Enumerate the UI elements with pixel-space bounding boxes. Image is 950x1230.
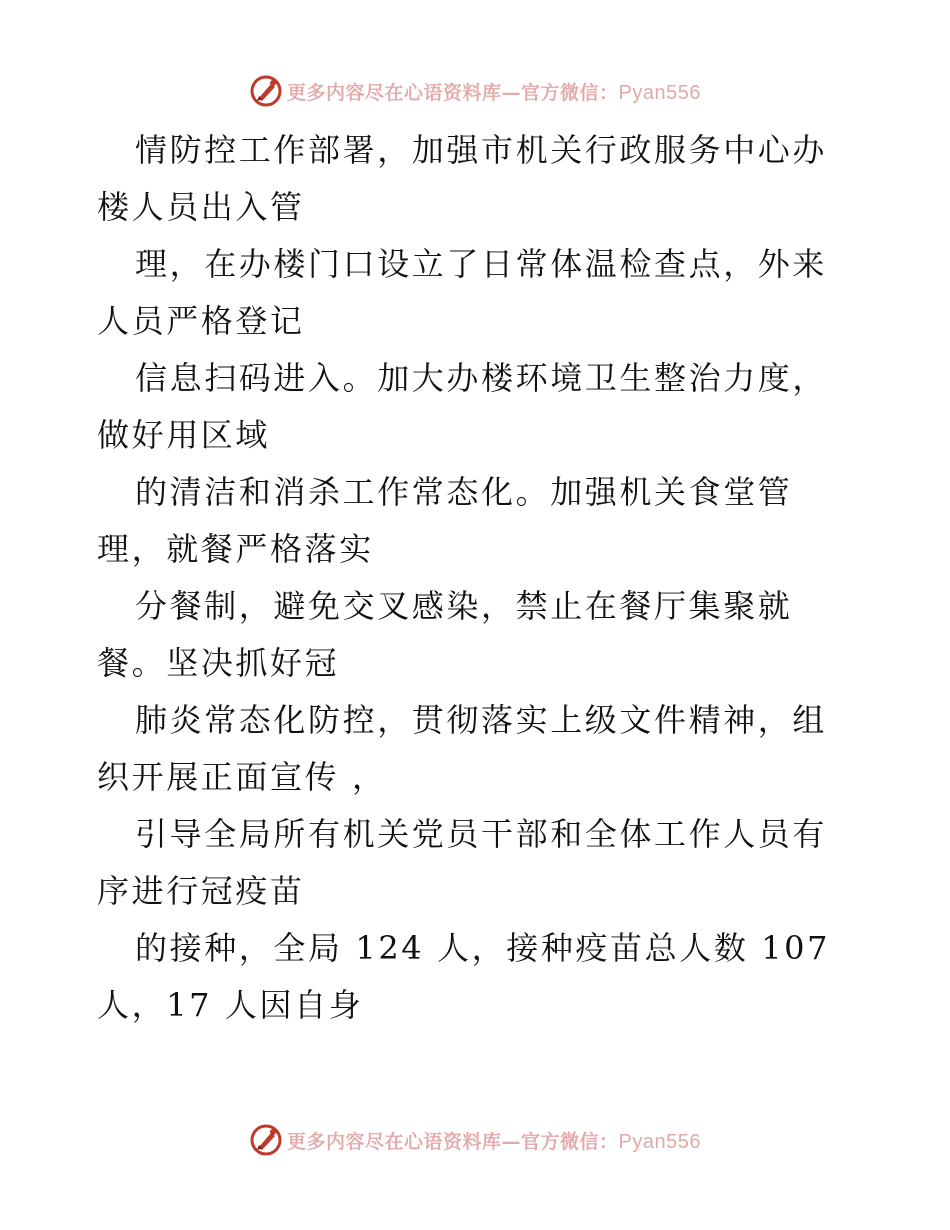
- header-banner-cn: 更多内容尽在心语资料库—官方微信：: [287, 81, 619, 104]
- footer-banner-wechat-id: Pyan556: [618, 1130, 701, 1153]
- paragraph-6: 肺炎常态化防控，贯彻落实上级文件精神，组织开展正面宣传 ，: [97, 701, 828, 796]
- header-banner-wechat-id: Pyan556: [618, 81, 701, 104]
- pen-logo-icon: [249, 74, 283, 108]
- paragraph-8: 的接种，全局 124 人，接种疫苗总人数 107 人，17 人因自身: [97, 929, 831, 1024]
- paragraph-2: 理，在办楼门口设立了日常体温检查点，外来人员严格登记: [97, 245, 828, 340]
- paragraph-1: 情防控工作部署，加强市机关行政服务中心办楼人员出入管: [97, 131, 828, 226]
- footer-banner: [0, 1120, 950, 1160]
- paragraph-3: 信息扫码进入。加大办楼环境卫生整治力度，做好用区域: [97, 359, 828, 454]
- document-body: [97, 122, 857, 1034]
- header-banner-text: [287, 78, 701, 105]
- footer-banner-cn: 更多内容尽在心语资料库—官方微信：: [287, 1130, 619, 1153]
- paragraph-5: 分餐制，避免交叉感染，禁止在餐厅集聚就餐。坚决抓好冠: [97, 587, 793, 682]
- paragraph-7: 引导全局所有机关党员干部和全体工作人员有序进行冠疫苗: [97, 815, 828, 910]
- footer-banner-text: [287, 1127, 701, 1154]
- header-banner: [0, 71, 950, 111]
- paragraph-4: 的清洁和消杀工作常态化。加强机关食堂管理，就餐严格落实: [97, 473, 793, 568]
- pen-logo-icon: [249, 1123, 283, 1157]
